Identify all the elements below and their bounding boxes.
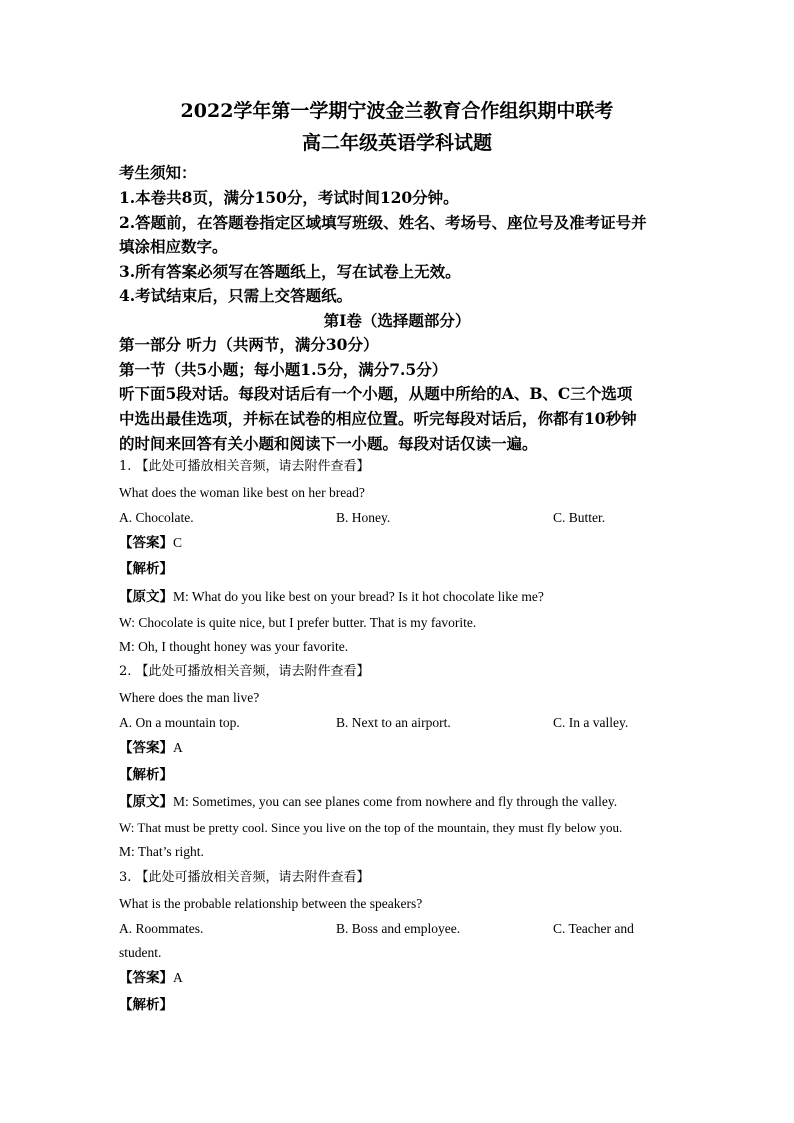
option-b: B. Next to an airport. — [336, 715, 451, 730]
transcript-text: M: Sometimes, you can see planes come from nowhere and fly through the valley. — [173, 794, 618, 809]
option-b: B. Honey. — [336, 510, 391, 525]
answer-value: C — [173, 535, 183, 550]
analysis-line — [119, 766, 173, 784]
instruction-line: 的时间来回答有关小题和阅读下一小题。每段对话仅读一遍。 — [119, 434, 538, 453]
audio-placeholder[interactable]: 3. 【此处可播放相关音频，请去附件查看】 — [119, 870, 370, 885]
question-text: What is the probable relationship between the speakers? — [119, 896, 423, 911]
transcript-line — [119, 793, 617, 811]
question-text: What does the woman like best on her bread? — [119, 485, 365, 500]
transcript-line: M: That’s right. — [119, 844, 204, 859]
answer-line — [119, 739, 183, 757]
section-title: 第I卷（选择题部分） — [323, 311, 471, 330]
option-b: B. Boss and employee. — [336, 921, 461, 936]
transcript-line: W: That must be pretty cool. Since you live on the top of the mountain, they must fly below you. — [119, 820, 623, 835]
analysis-label: 【解析】 — [119, 561, 173, 576]
audio-placeholder[interactable]: 2. 【此处可播放相关音频，请去附件查看】 — [119, 664, 370, 679]
transcript-line: M: Oh, I thought honey was your favorite. — [119, 639, 349, 654]
answer-value: A — [173, 740, 183, 755]
answer-label: 【答案】 — [119, 740, 173, 755]
option-a: A. Chocolate. — [119, 510, 194, 525]
transcript-line: W: Chocolate is quite nice, but I prefer butter. That is my favorite. — [119, 615, 477, 630]
option-a: A. Roommates. — [119, 921, 204, 936]
answer-label: 【答案】 — [119, 535, 173, 550]
answer-line — [119, 534, 182, 552]
analysis-label: 【解析】 — [119, 997, 173, 1012]
option-c: C. Teacher and — [553, 921, 634, 936]
part-heading: 第一部分 听力（共两节，满分30分） — [119, 335, 379, 354]
answer-line — [119, 969, 183, 987]
original-label: 【原文】 — [119, 589, 173, 604]
notice-item: 2.答题前，在答题卷指定区域填写班级、姓名、考场号、座位号及准考证号并 — [119, 213, 647, 232]
exam-title: 2022学年第一学期宁波金兰教育合作组织期中联考 — [180, 100, 614, 122]
analysis-line — [119, 996, 173, 1014]
option-c: C. In a valley. — [553, 715, 629, 730]
analysis-label: 【解析】 — [119, 767, 173, 782]
notice-item: 1.本卷共8页，满分150分，考试时间120分钟。 — [119, 188, 459, 207]
notice-item: 3.所有答案必须写在答题纸上，写在试卷上无效。 — [119, 262, 461, 281]
answer-label: 【答案】 — [119, 970, 173, 985]
notice-item: 4.考试结束后，只需上交答题纸。 — [119, 286, 353, 305]
audio-placeholder[interactable]: 1. 【此处可播放相关音频，请去附件查看】 — [119, 459, 370, 474]
notice-heading: 考生须知： — [119, 163, 197, 182]
notice-item: 填涂相应数字。 — [119, 237, 228, 256]
option-a: A. On a mountain top. — [119, 715, 240, 730]
transcript-text: M: What do you like best on your bread? Is it hot chocolate like me? — [173, 589, 544, 604]
answer-value: A — [173, 970, 183, 985]
option-c-wrap: student. — [119, 945, 162, 960]
original-label: 【原文】 — [119, 794, 173, 809]
subsection-heading: 第一节（共5小题；每小题1.5分，满分7.5分） — [119, 360, 448, 379]
instruction-line: 听下面5段对话。每段对话后有一个小题，从题中所给的A、B、C三个选项 — [119, 384, 633, 403]
question-text: Where does the man live? — [119, 690, 260, 705]
transcript-line — [119, 588, 544, 606]
exam-subtitle: 高二年级英语学科试题 — [301, 132, 492, 154]
instruction-line: 中选出最佳选项，并标在试卷的相应位置。听完每段对话后，你都有10秒钟 — [119, 409, 637, 428]
analysis-line — [119, 560, 173, 578]
option-c: C. Butter. — [553, 510, 606, 525]
